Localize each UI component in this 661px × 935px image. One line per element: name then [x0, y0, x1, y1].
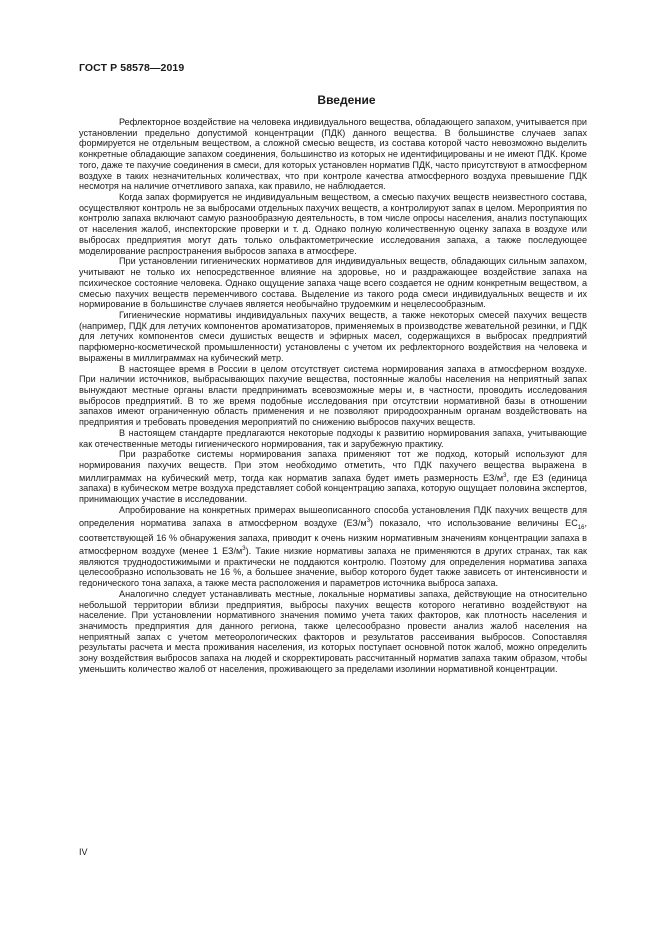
paragraph: Рефлекторное воздействие на человека индивидуального вещества, обладающего запахом, учитывается при установлении предельно допустимой концентрации (ПДК) данного вещества. В большинстве случаев запах формируется не отдельным веществом, а сложной смесью веществ, из состава которой часто невозможно выделить конкретные обладающие запахом соединения, большинство из которых не идентифицированы и не имеют ПДК. Кроме того, даже те пахучие соединения в смеси, для которых установлен норматив ПДК, часто присутствуют в атмосферном воздухе в таких незначительных количествах, что при контроле качества атмосферного воздуха превышение ПДК несмотря на наличие отчетливого запаха, как правило, не наблюдается. [79, 117, 587, 192]
paragraph: Аналогично следует устанавливать местные, локальные нормативы запаха, действующие на относительно небольшой территории вблизи предприятия, выбросы пахучих веществ которого негативно воздействуют на население. При установлении нормативного значения помимо учета таких факторов, как плотность населения и значимость предприятия для данного региона, также целесообразно провести анализ жалоб населения на неприятный запах с учетом метеорологических факторов и результатов рассеивания выбросов. Сопоставляя результаты расчета и места проживания населения, из которых поступает основной поток жалоб, можно определить зону воздействия выбросов запаха на людей и скорректировать рассчитанный норматив запаха таким образом, чтобы уменьшить количество жалоб от населения, проживающего за пределами изолинии нормативной концентрации. [79, 588, 587, 674]
paragraph-text: Апробирование на конкретных примерах вышеописанного способа установления ПДК пахучих веществ для определения норматива запаха в атмосферном воздухе (ЕЗ/м [79, 504, 587, 528]
body-text [79, 117, 587, 675]
superscript: 3 [503, 472, 507, 479]
paragraph: Гигиенические нормативы индивидуальных пахучих веществ, а также некоторых смесей пахучих веществ (например, ПДК для летучих компонентов ароматизаторов, применяемых в производстве жевательной резинки, и ПДК для летучих компонентов смеси душистых веществ и эфирных масел, содержащихся в выбросах предприятий парфюмерно-косметической промышленности) установлены с учетом их рефлекторного воздействия на человека и выражены в миллиграммах на кубический метр. [79, 309, 587, 363]
superscript: 3 [242, 545, 246, 552]
paragraph [79, 505, 587, 589]
paragraph-text: , соответствующей 16 % обнаружения запаха, приводит к очень низким нормативным значениям концентрации запаха в атмосферном воздухе (менее 1 ЕЗ/м [79, 517, 587, 556]
standard-header: ГОСТ Р 58578—2019 [79, 62, 185, 74]
paragraph [79, 449, 587, 505]
paragraph: В настоящем стандарте предлагаются некоторые подходы к развитию нормирования запаха, учитывающие как отечественные методы гигиенического нормирования, так и зарубежную практику. [79, 427, 587, 449]
subscript: 16 [577, 524, 585, 531]
paragraph-text: При разработке системы нормирования запаха применяют тот же подход, который используют для нормирования пахучих веществ. При этом необходимо отметить, что ПДК пахучего вещества выражена в миллиграммах на кубический метр, тогда как норматив запаха будет иметь размерность ЕЗ/м [79, 449, 587, 483]
paragraph-text: ). Такие низкие нормативы запаха не применяются в других странах, так как являются труднодостижимыми и практически не поддаются контролю. Поэтому для определения норматива запаха целесообразно использовать не 16 %, а большее значение, выбор которого будет также зависеть от интенсивности и гедонического тона запаха, а также места расположения и параметров источника выброса запаха. [79, 545, 587, 589]
paragraph-text: , где ЕЗ (единица запаха) в кубическом метре воздуха представляет собой концентрацию запаха, которую ощущает половина экспертов, принимающих участие в исследовании. [79, 472, 587, 505]
page-number: IV [79, 847, 88, 857]
section-title: Введение [317, 93, 376, 107]
paragraph: При установлении гигиенических нормативов для индивидуальных веществ, обладающих сильным запахом, учитывают не только их непосредственное влияние на здоровье, но и раздражающее воздействие запаха на психическое состояние человека. Однако ощущение запаха чаще всего создается не одним конкретным веществом, а смесью пахучих веществ переменчивого состава. Выделение из такого рода смеси индивидуальных веществ и их нормирование в большинстве случаев является необычайно трудоемким и нецелесообразным. [79, 256, 587, 310]
paragraph: Когда запах формируется не индивидуальным веществом, а смесью пахучих веществ неизвестного состава, осуществляют контроль не за выбросами отдельных пахучих веществ, а контролируют запах в целом. Мероприятия по контролю запаха включают самую разнообразную деятельность, в том числе опросы населения, анализ поступающих от населения жалоб, инспекторские проверки и т. д. Однако полную количественную оценку запаха в воздухе или выбросах предприятия могут дать только ольфактометрические исследования запаха, а также последующее моделирование распространения выбросов запаха в атмосфере. [79, 192, 587, 256]
paragraph-text: ) показало, что использование величины ЕС [370, 517, 578, 528]
paragraph: В настоящее время в России в целом отсутствует система нормирования запаха в атмосферном воздухе. При наличии источников, выбрасывающих пахучие вещества, постоянные жалобы населения на неприятный запах вынуждают местные органы власти предпринимать всевозможные меры и, в частности, проводить исследования выбросов предприятий. В то же время подобные исследования при отсутствии нормативной базы в отношении запахов имеют ограниченную область применения и не позволяют природоохранным органам воздействовать на предприятия и требовать проведения мероприятий по снижению выбросов пахучих веществ. [79, 363, 587, 428]
superscript: 3 [366, 517, 371, 524]
